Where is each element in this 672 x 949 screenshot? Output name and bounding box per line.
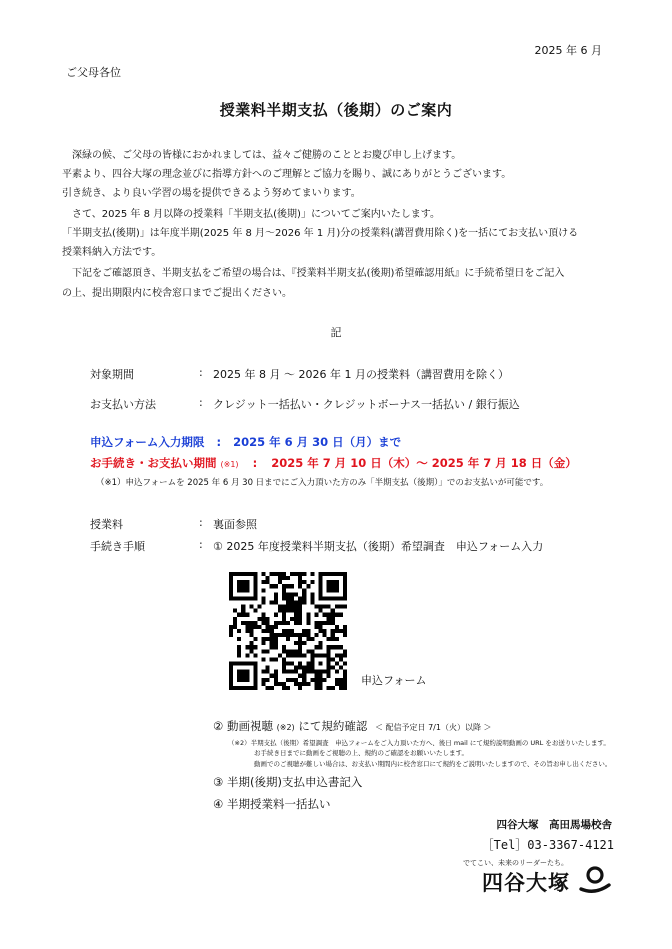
qr-caption: 申込フォーム [361, 674, 427, 687]
note-1: （※1）申込フォームを 2025 年 6 月 30 日までにご入力頂いた方のみ「半期支払（後期）」でのお支払いが可能です。 [96, 478, 549, 488]
step-2-mark: (※2) [276, 723, 295, 732]
payment-period-value: 2025 年 7 月 10 日（木）～ 2025 年 7 月 18 日（金） [271, 456, 577, 470]
school-phone: ［Tel］03-3367-4121 [481, 838, 614, 852]
payment-method-label: お支払い方法 [90, 398, 156, 411]
logo-tagline: でてこい、未来のリーダーたち。 [463, 859, 568, 867]
form-deadline-value: 2025 年 6 月 30 日（月）まで [233, 435, 402, 449]
issue-date: 2025 年 6 月 [534, 44, 602, 57]
body-line-8: の上、提出期限内に校舎窓口までご提出ください。 [62, 288, 292, 299]
payment-period-colon: : [252, 456, 258, 470]
body-line-7: 下記をご確認頂き、半期支払をご希望の場合は、『授業料半期支払(後期)希望確認用紙』に手続希望日をご記入 [62, 268, 565, 279]
step-4: ④ 半期授業料一括払い [213, 797, 331, 811]
payment-period-label: お手続き・お支払い期間 [90, 456, 217, 470]
tuition-colon: : [199, 516, 203, 529]
tuition-value: 裏面参照 [213, 518, 257, 531]
page-title: 授業料半期支払（後期）のご案内 [219, 101, 453, 119]
addressee: ご父母各位 [66, 66, 121, 79]
period-colon: : [199, 366, 203, 379]
step-2-main: ② 動画視聴 [213, 719, 273, 733]
note-2-line-1: （※2）半期支払（後期）希望調査 申込フォームをご入力頂いた方へ、後日 mail にて規約説明動画の URL をお送りいたします。 [228, 739, 610, 747]
note-2-line-3: 動画でのご視聴が難しい場合は、お支払い期間内に校舎窓口にて規約をご説明いたしますので、その旨お申し出ください。 [254, 760, 612, 768]
body-line-4: さて、2025 年 8 月以降の授業料「半期支払(後期)」についてご案内いたします。 [62, 209, 440, 220]
step-2 [213, 718, 492, 734]
form-deadline-colon: : [216, 435, 222, 449]
payment-method-value: クレジット一括払い・クレジットボーナス一括払い / 銀行振込 [213, 398, 520, 411]
form-deadline-label: 申込フォーム入力期限 [90, 435, 205, 449]
payment-period-mark: (※1) [220, 460, 239, 469]
body-line-3: 引き続き、より良い学習の場を提供できるよう努めてまいります。 [62, 188, 361, 199]
steps-label: 手続き手順 [90, 540, 145, 553]
school-name: 四谷大塚 高田馬場校舎 [496, 819, 612, 831]
payment-method-colon: : [199, 396, 203, 409]
yotsuya-otsuka-logo-icon [578, 866, 612, 894]
step-2-note: ＜ 配信予定日 7/1（火）以降 ＞ [374, 723, 492, 732]
body-line-5: 「半期支払(後期)」は年度半期(2025 年 8 月～2026 年 1 月)分の授業料(講習費用除く)を一括にてお支払い頂ける [62, 228, 579, 239]
period-value: 2025 年 8 月 ～ 2026 年 1 月の授業料（講習費用を除く） [213, 368, 509, 381]
step-3: ③ 半期(後期)支払申込書記入 [213, 775, 363, 789]
body-line-2: 平素より、四谷大塚の理念並びに指導方針へのご理解とご協力を賜り、誠にありがとうございます。 [62, 169, 512, 180]
body-line-1: 深緑の候、ご父母の皆様におかれましては、益々ご健勝のこととお慶び申し上げます。 [62, 150, 462, 161]
qr-code-icon[interactable] [229, 572, 347, 690]
form-deadline [90, 434, 401, 450]
period-label: 対象期間 [90, 368, 134, 381]
note-2-line-2: お手続き日までに動画をご視聴の上、規約のご確認をお願いいたします。 [254, 749, 468, 757]
ki-heading: 記 [330, 326, 342, 339]
step-1: ① 2025 年度授業料半期支払（後期）希望調査 申込フォーム入力 [213, 540, 544, 553]
payment-period [90, 455, 577, 471]
logo-text: 四谷大塚 [482, 871, 570, 895]
step-2-rest: にて規約確認 [298, 719, 368, 733]
tuition-label: 授業料 [90, 518, 123, 531]
body-line-6: 授業料納入方法です。 [62, 247, 162, 258]
steps-colon: : [199, 538, 203, 551]
